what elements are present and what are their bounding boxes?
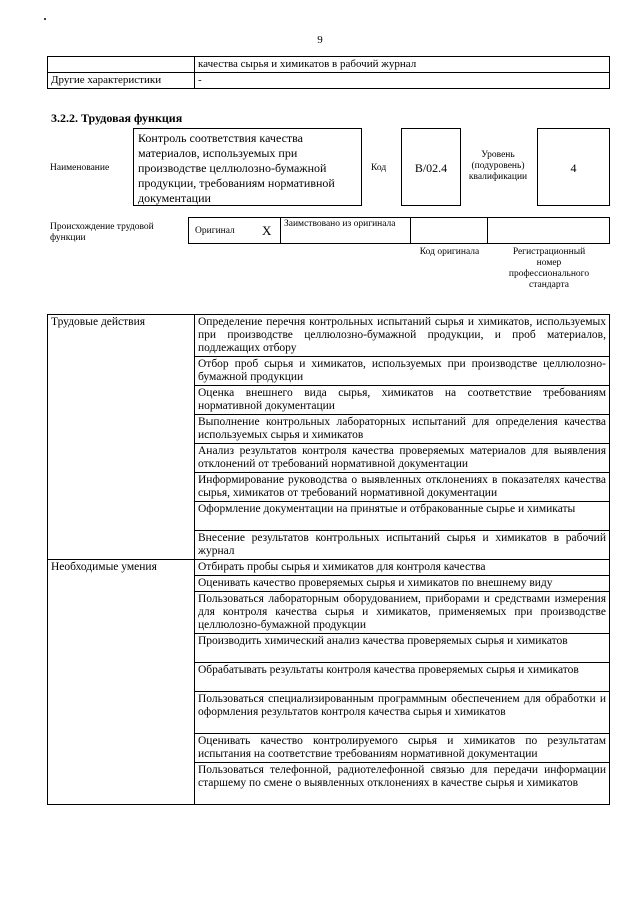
code-label: Код	[371, 163, 387, 173]
code-value: B/02.4	[401, 128, 461, 206]
table-cell: Пользоваться лабораторным оборудованием, приборами и средствами измерения для контроля качества сырья и химикатов, применяемых при производстве целлюлозно-бумажной продукции	[195, 592, 610, 634]
category-label: Необходимые умения	[48, 560, 195, 805]
origin-label: Происхождение трудовой функции	[50, 222, 154, 243]
table-row	[48, 57, 610, 73]
table-cell: Оценивать качество проверяемых сырья и химикатов по внешнему виду	[195, 576, 610, 592]
origin-divider	[487, 217, 488, 244]
table-cell: Оценка внешнего вида сырья, химикатов на соответствие требованиям нормативной документации	[195, 386, 610, 415]
table-cell: Оценивать качество контролируемого сырья и химикатов по результатам испытания на соответствие требованиям нормативной документации	[195, 734, 610, 763]
table-row	[48, 315, 610, 357]
row-value: -	[195, 73, 610, 89]
table-cell: Пользоваться телефонной, радиотелефонной связью для передачи информации старшему по смене о выявленных отклонениях в качестве сырья и химикатов	[195, 763, 610, 805]
original-mark: X	[262, 223, 272, 238]
row-value: качества сырья и химикатов в рабочий журнал	[195, 57, 610, 73]
table-cell: Информирование руководства о выявленных отклонениях в показателях качества сырья, химикатов от требований нормативной документации	[195, 473, 610, 502]
borrowed-label: Заимствовано из оригинала	[284, 219, 396, 229]
row-label	[48, 57, 195, 73]
category-label: Трудовые действия	[48, 315, 195, 560]
table-cell: Отбор проб сырья и химикатов, используемых при производстве целлюлозно-бумажной продукции	[195, 357, 610, 386]
table-cell: Определение перечня контрольных испытаний сырья и химикатов, используемых при производстве целлюлозно-бумажной продукции, и проб материалов, подлежащих отбору	[195, 315, 610, 357]
name-label: Наименование	[50, 163, 110, 173]
row-label: Другие характеристики	[48, 73, 195, 89]
page-number: 9	[317, 34, 323, 46]
scan-speck	[44, 18, 46, 20]
table-cell: Выполнение контрольных лабораторных испытаний для определения качества используемых сырья и химикатов	[195, 415, 610, 444]
level-label: Уровень (подуровень) квалификации	[468, 150, 528, 182]
table-cell: Оформление документации на принятые и отбракованные сырье и химикаты	[195, 502, 610, 531]
table-cell: Анализ результатов контроля качества проверяемых материалов для выявления отклонений от требований нормативной документации	[195, 444, 610, 473]
level-value: 4	[537, 128, 610, 206]
table-cell: Производить химический анализ качества проверяемых сырья и химикатов	[195, 634, 610, 663]
origin-divider	[410, 217, 411, 244]
origin-divider	[280, 217, 281, 244]
table-cell: Отбирать пробы сырья и химикатов для контроля качества	[195, 560, 610, 576]
table-cell: Обрабатывать результаты контроля качества проверяемых сырья и химикатов	[195, 663, 610, 692]
function-name: Контроль соответствия качества материалов, используемых при производстве целлюлозно-бумажной продукции, требованиям нормативной документации	[133, 128, 362, 206]
original-label: Оригинал	[195, 226, 235, 236]
table-cell: Пользоваться специализированным программным обеспечением для обработки и оформления результатов контроля качества сырья и химикатов	[195, 692, 610, 734]
table-cell: Внесение результатов контрольных испытаний сырья и химикатов в рабочий журнал	[195, 531, 610, 560]
table-row	[48, 73, 610, 89]
section-title: 3.2.2. Трудовая функция	[51, 111, 183, 125]
main-table	[47, 314, 610, 805]
table-row	[48, 560, 610, 576]
code-original-caption: Код оригинала	[419, 247, 480, 257]
reg-number-caption: Регистрационный номер профессионального стандарта	[508, 247, 590, 290]
top-table	[47, 56, 610, 89]
